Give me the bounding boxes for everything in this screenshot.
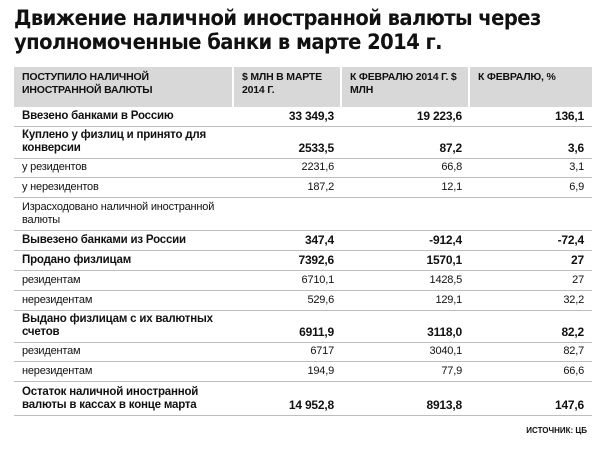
row-label: у нерезидентов bbox=[22, 181, 99, 193]
value-vs-feb-percent: 147,6 bbox=[554, 398, 584, 412]
currency-table bbox=[14, 67, 592, 416]
row-label: резидентам bbox=[22, 345, 81, 357]
source-note: ИСТОЧНИК: ЦБ bbox=[526, 426, 587, 435]
table-row bbox=[14, 231, 592, 251]
value-vs-feb-usd: 129,1 bbox=[435, 294, 462, 306]
row-label: Продано физлицам bbox=[22, 254, 132, 266]
value-march-2014: 6911,9 bbox=[299, 325, 334, 339]
value-vs-feb-percent: 27 bbox=[572, 274, 584, 286]
row-label: Остаток наличной иностранной валюты в кассах в конце марта bbox=[22, 386, 199, 411]
value-vs-feb-usd: 3040,1 bbox=[429, 345, 462, 357]
value-vs-feb-percent: 3,6 bbox=[567, 141, 584, 155]
value-march-2014: 529,6 bbox=[307, 294, 334, 306]
value-vs-feb-usd: 1570,1 bbox=[426, 253, 462, 267]
table-row bbox=[14, 251, 592, 271]
value-vs-feb-percent: 82,7 bbox=[563, 345, 584, 357]
table-row bbox=[14, 178, 592, 198]
value-march-2014: 6710,1 bbox=[301, 274, 334, 286]
row-label: Вывезено банками из России bbox=[22, 234, 186, 246]
value-march-2014: 14 952,8 bbox=[288, 398, 334, 412]
value-vs-feb-usd: 12,1 bbox=[441, 181, 462, 193]
table-row bbox=[14, 311, 592, 343]
value-march-2014: 7392,6 bbox=[298, 253, 334, 267]
value-vs-feb-percent: 66,6 bbox=[563, 365, 584, 377]
value-vs-feb-percent bbox=[470, 227, 592, 230]
value-vs-feb-percent: 3,1 bbox=[569, 161, 584, 173]
row-label: Ввезено банками в Россию bbox=[22, 110, 174, 122]
value-vs-feb-usd: 19 223,6 bbox=[416, 109, 462, 123]
value-vs-feb-percent: 32,2 bbox=[563, 294, 584, 306]
table-row bbox=[14, 271, 592, 291]
value-vs-feb-usd: -912,4 bbox=[429, 233, 462, 247]
table-header bbox=[14, 67, 592, 107]
value-vs-feb-percent: 6,9 bbox=[569, 181, 584, 193]
title-line-2: уполномоченные банки в марте 2014 г. bbox=[14, 30, 442, 54]
value-vs-feb-usd: 87,2 bbox=[439, 141, 462, 155]
value-vs-feb-percent: 136,1 bbox=[554, 109, 584, 123]
table-row bbox=[14, 107, 592, 127]
value-vs-feb-percent: 82,2 bbox=[561, 325, 584, 339]
header-vs-feb-usd: К ФЕВРАЛЮ 2014 Г. $ МЛН bbox=[342, 67, 470, 107]
value-vs-feb-usd: 8913,8 bbox=[426, 398, 462, 412]
value-march-2014: 6717 bbox=[310, 345, 334, 357]
value-vs-feb-percent: 27 bbox=[571, 253, 584, 267]
value-march-2014 bbox=[234, 227, 342, 230]
table-row bbox=[14, 382, 592, 416]
table-row bbox=[14, 198, 592, 231]
value-march-2014: 33 349,3 bbox=[288, 109, 334, 123]
value-march-2014: 2231,6 bbox=[301, 161, 334, 173]
row-label: Выдано физлицам с их валютных счетов bbox=[22, 313, 213, 338]
value-march-2014: 194,9 bbox=[307, 365, 334, 377]
value-march-2014: 2533,5 bbox=[298, 141, 334, 155]
value-march-2014: 347,4 bbox=[304, 233, 334, 247]
row-label: у резидентов bbox=[22, 161, 87, 173]
header-vs-feb-percent: К ФЕВРАЛЮ, % bbox=[478, 71, 556, 83]
table-row bbox=[14, 291, 592, 311]
value-vs-feb-percent: -72,4 bbox=[557, 233, 584, 247]
row-label: Израсходовано наличной иностранной валюты bbox=[22, 201, 215, 226]
header-category: ПОСТУПИЛО НАЛИЧНОЙ ИНОСТРАННОЙ ВАЛЮТЫ bbox=[14, 67, 234, 107]
table-row bbox=[14, 127, 592, 159]
value-vs-feb-usd bbox=[342, 227, 470, 230]
table-body bbox=[14, 107, 592, 416]
value-vs-feb-usd: 1428,5 bbox=[429, 274, 462, 286]
value-vs-feb-usd: 66,8 bbox=[441, 161, 462, 173]
row-label: нерезидентам bbox=[22, 365, 93, 377]
row-label: нерезидентам bbox=[22, 294, 93, 306]
title-line-1: Движение наличной иностранной валюты через bbox=[14, 6, 541, 30]
table-row bbox=[14, 159, 592, 178]
row-label: Куплено у физлиц и принято для конверсии bbox=[22, 129, 206, 154]
table-row bbox=[14, 362, 592, 382]
page-title bbox=[14, 6, 553, 54]
value-vs-feb-usd: 77,9 bbox=[441, 365, 462, 377]
table-row bbox=[14, 343, 592, 362]
row-label: резидентам bbox=[22, 274, 81, 286]
value-march-2014: 187,2 bbox=[307, 181, 334, 193]
header-march-2014: $ МЛН В МАРТЕ 2014 Г. bbox=[234, 67, 342, 107]
value-vs-feb-usd: 3118,0 bbox=[427, 325, 462, 339]
